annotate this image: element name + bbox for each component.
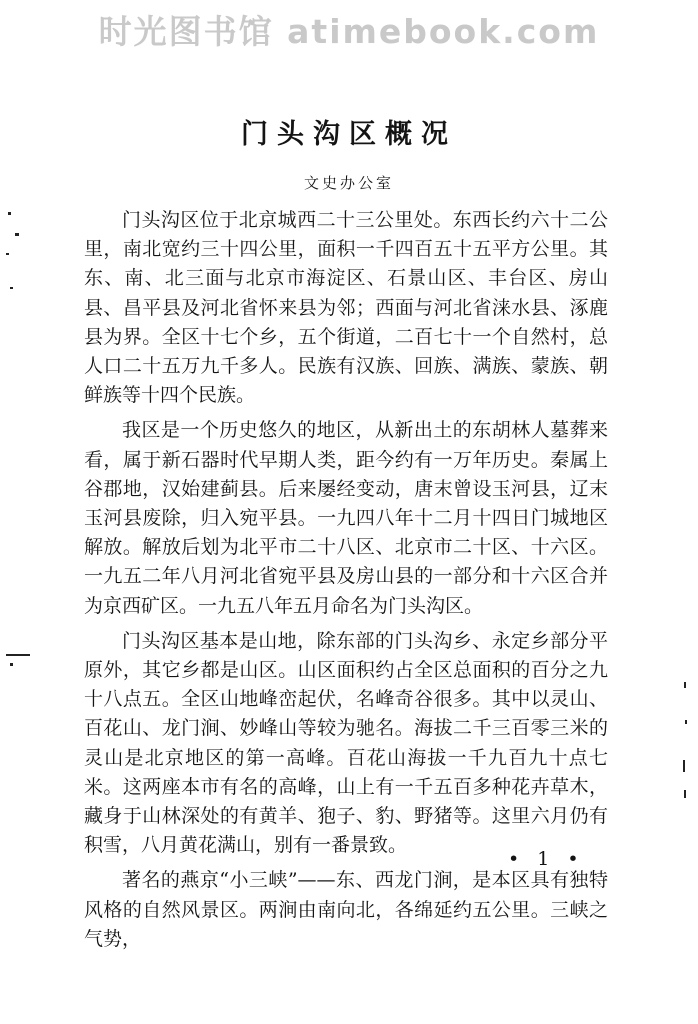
scan-speck xyxy=(685,720,687,724)
scan-speck xyxy=(683,760,685,772)
paragraph-1: 门头沟区位于北京城西二十三公里处。东西长约六十二公里，南北宽约三十四公里，面积一千四百五十五平方公里。其东、南、北三面与北京市海淀区、石景山区、丰台区、房山县、昌平县及河北省怀来县为邻；西面与河北省涞水县、涿鹿县为界。全区十七个乡，五个街道，二百七十一个自然村，总人口二十五万九千多人。民族有汉族、回族、满族、蒙族、朝鲜族等十四个民族。 xyxy=(84,209,608,407)
page-title: 门头沟区概况 xyxy=(241,119,457,150)
scan-speck xyxy=(10,663,13,666)
watermark-text: 时光图书馆 atimebook.com xyxy=(98,12,600,51)
author-line: 文史办公室 xyxy=(303,174,394,192)
paragraph-2: 我区是一个历史悠久的地区，从新出土的东胡林人墓葬来看，属于新石器时代早期人类，距今约有一万年历史。秦属上谷郡地，汉始建蓟县。后来屡经变动，唐末曾设玉河县，辽末玉河县废除，归入宛平县。一九四八年十二月十四日门城地区解放。解放后划为北平市二十八区、北京市二十区、十六区。一九五二年八月河北省宛平县及房山县的一部分和十六区合并为京西矿区。一九五八年五月命名为门头沟区。 xyxy=(84,419,608,617)
scan-speck xyxy=(10,287,13,289)
paragraph-4: 著名的燕京“小三峡”——东、西龙门涧，是本区具有独特风格的自然风景区。两涧由南向北，各绵延约五公里。三峡之气势， xyxy=(84,869,608,950)
scan-speck xyxy=(6,253,9,255)
article-body xyxy=(84,206,608,954)
scan-speck xyxy=(684,790,686,798)
scan-speck xyxy=(8,212,11,215)
scan-speck xyxy=(6,654,30,656)
scan-speck xyxy=(15,233,19,236)
page-number: • 1 • xyxy=(508,848,585,870)
paragraph-3: 门头沟区基本是山地，除东部的门头沟乡、永定乡部分平原外，其它乡都是山区。山区面积约占全区总面积的百分之九十八点五。全区山地峰峦起伏，名峰奇谷很多。其中以灵山、百花山、龙门涧、妙峰山等较为驰名。海拔二千三百零三米的灵山是北京地区的第一高峰。百花山海拔一千九百九十点七米。这两座本市有名的高峰，山上有一千五百多种花卉草木，藏身于山林深处的有黄羊、狍子、豹、野猪等。这里六月仍有积雪，八月黄花满山，别有一番景致。 xyxy=(84,629,608,857)
scan-speck xyxy=(684,682,686,688)
